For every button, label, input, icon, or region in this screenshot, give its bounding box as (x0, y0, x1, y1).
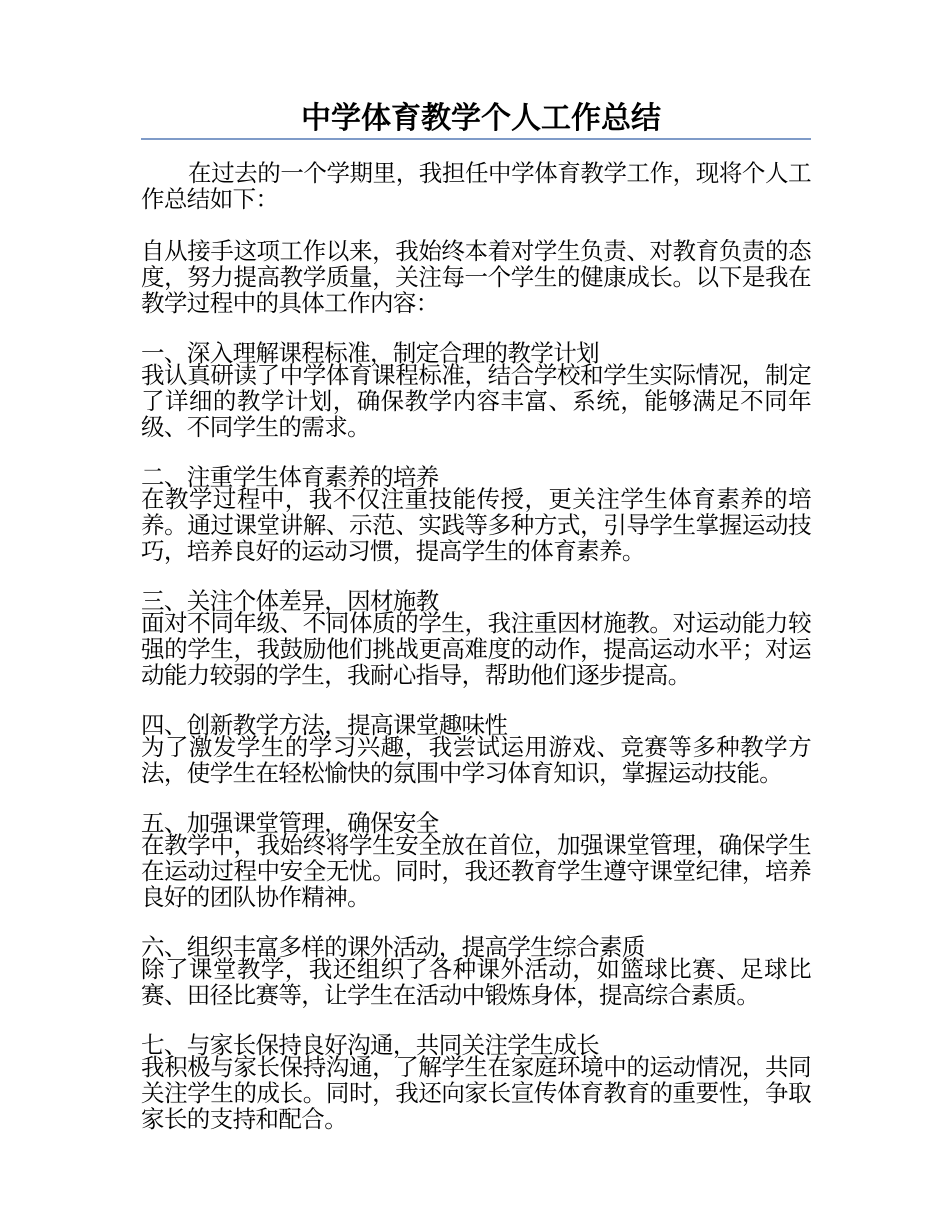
section-body: 我认真研读了中学体育课程标准，结合学校和学生实际情况，制定了详细的教学计划，确保教学内容丰富、系统，能够满足不同年级、不同学生的需求。 (141, 361, 811, 441)
section-1 (141, 340, 811, 440)
section-4 (141, 712, 811, 786)
section-7 (141, 1032, 811, 1132)
section-body: 在教学过程中，我不仅注重技能传授，更关注学生体育素养的培养。通过课堂讲解、示范、实践等多种方式，引导学生掌握运动技巧，培养良好的运动习惯，提高学生的体育素养。 (141, 485, 811, 565)
section-heading: 一、深入理解课程标准，制定合理的教学计划 (141, 339, 599, 367)
section-2 (141, 464, 811, 564)
section-heading: 七、与家长保持良好沟通，共同关注学生成长 (141, 1031, 599, 1059)
title-underline (141, 138, 811, 140)
lead-paragraph: 自从接手这项工作以来，我始终本着对学生负责、对教育负责的态度，努力提高教学质量，关注每一个学生的健康成长。以下是我在教学过程中的具体工作内容： (141, 237, 811, 317)
section-heading: 六、组织丰富多样的课外活动，提高学生综合素质 (141, 933, 645, 961)
section-heading: 五、加强课堂管理，确保安全 (141, 809, 439, 837)
section-heading: 二、注重学生体育素养的培养 (141, 463, 439, 491)
section-body: 除了课堂教学，我还组织了各种课外活动，如篮球比赛、足球比赛、田径比赛等，让学生在活动中锻炼身体，提高综合素质。 (141, 955, 811, 1009)
section-3 (141, 588, 811, 688)
section-body: 我积极与家长保持沟通，了解学生在家庭环境中的运动情况，共同关注学生的成长。同时，我还向家长宣传体育教育的重要性，争取家长的支持和配合。 (141, 1053, 811, 1133)
document-title: 中学体育教学个人工作总结 (301, 101, 661, 136)
section-5 (141, 810, 811, 910)
document-page (141, 100, 811, 1132)
section-heading: 四、创新教学方法，提高课堂趣味性 (141, 711, 508, 739)
section-body: 在教学中，我始终将学生安全放在首位，加强课堂管理，确保学生在运动过程中安全无忧。同时，我还教育学生遵守课堂纪律，培养良好的团队协作精神。 (141, 831, 811, 911)
section-6 (141, 934, 811, 1008)
section-body: 面对不同年级、不同体质的学生，我注重因材施教。对运动能力较强的学生，我鼓励他们挑战更高难度的动作，提高运动水平；对运动能力较弱的学生，我耐心指导，帮助他们逐步提高。 (141, 609, 811, 689)
intro-paragraph: 在过去的一个学期里，我担任中学体育教学工作，现将个人工作总结如下： (141, 159, 811, 213)
section-heading: 三、关注个体差异，因材施教 (141, 587, 439, 615)
section-body: 为了激发学生的学习兴趣，我尝试运用游戏、竞赛等多种教学方法，使学生在轻松愉快的氛围中学习体育知识，掌握运动技能。 (141, 733, 811, 787)
